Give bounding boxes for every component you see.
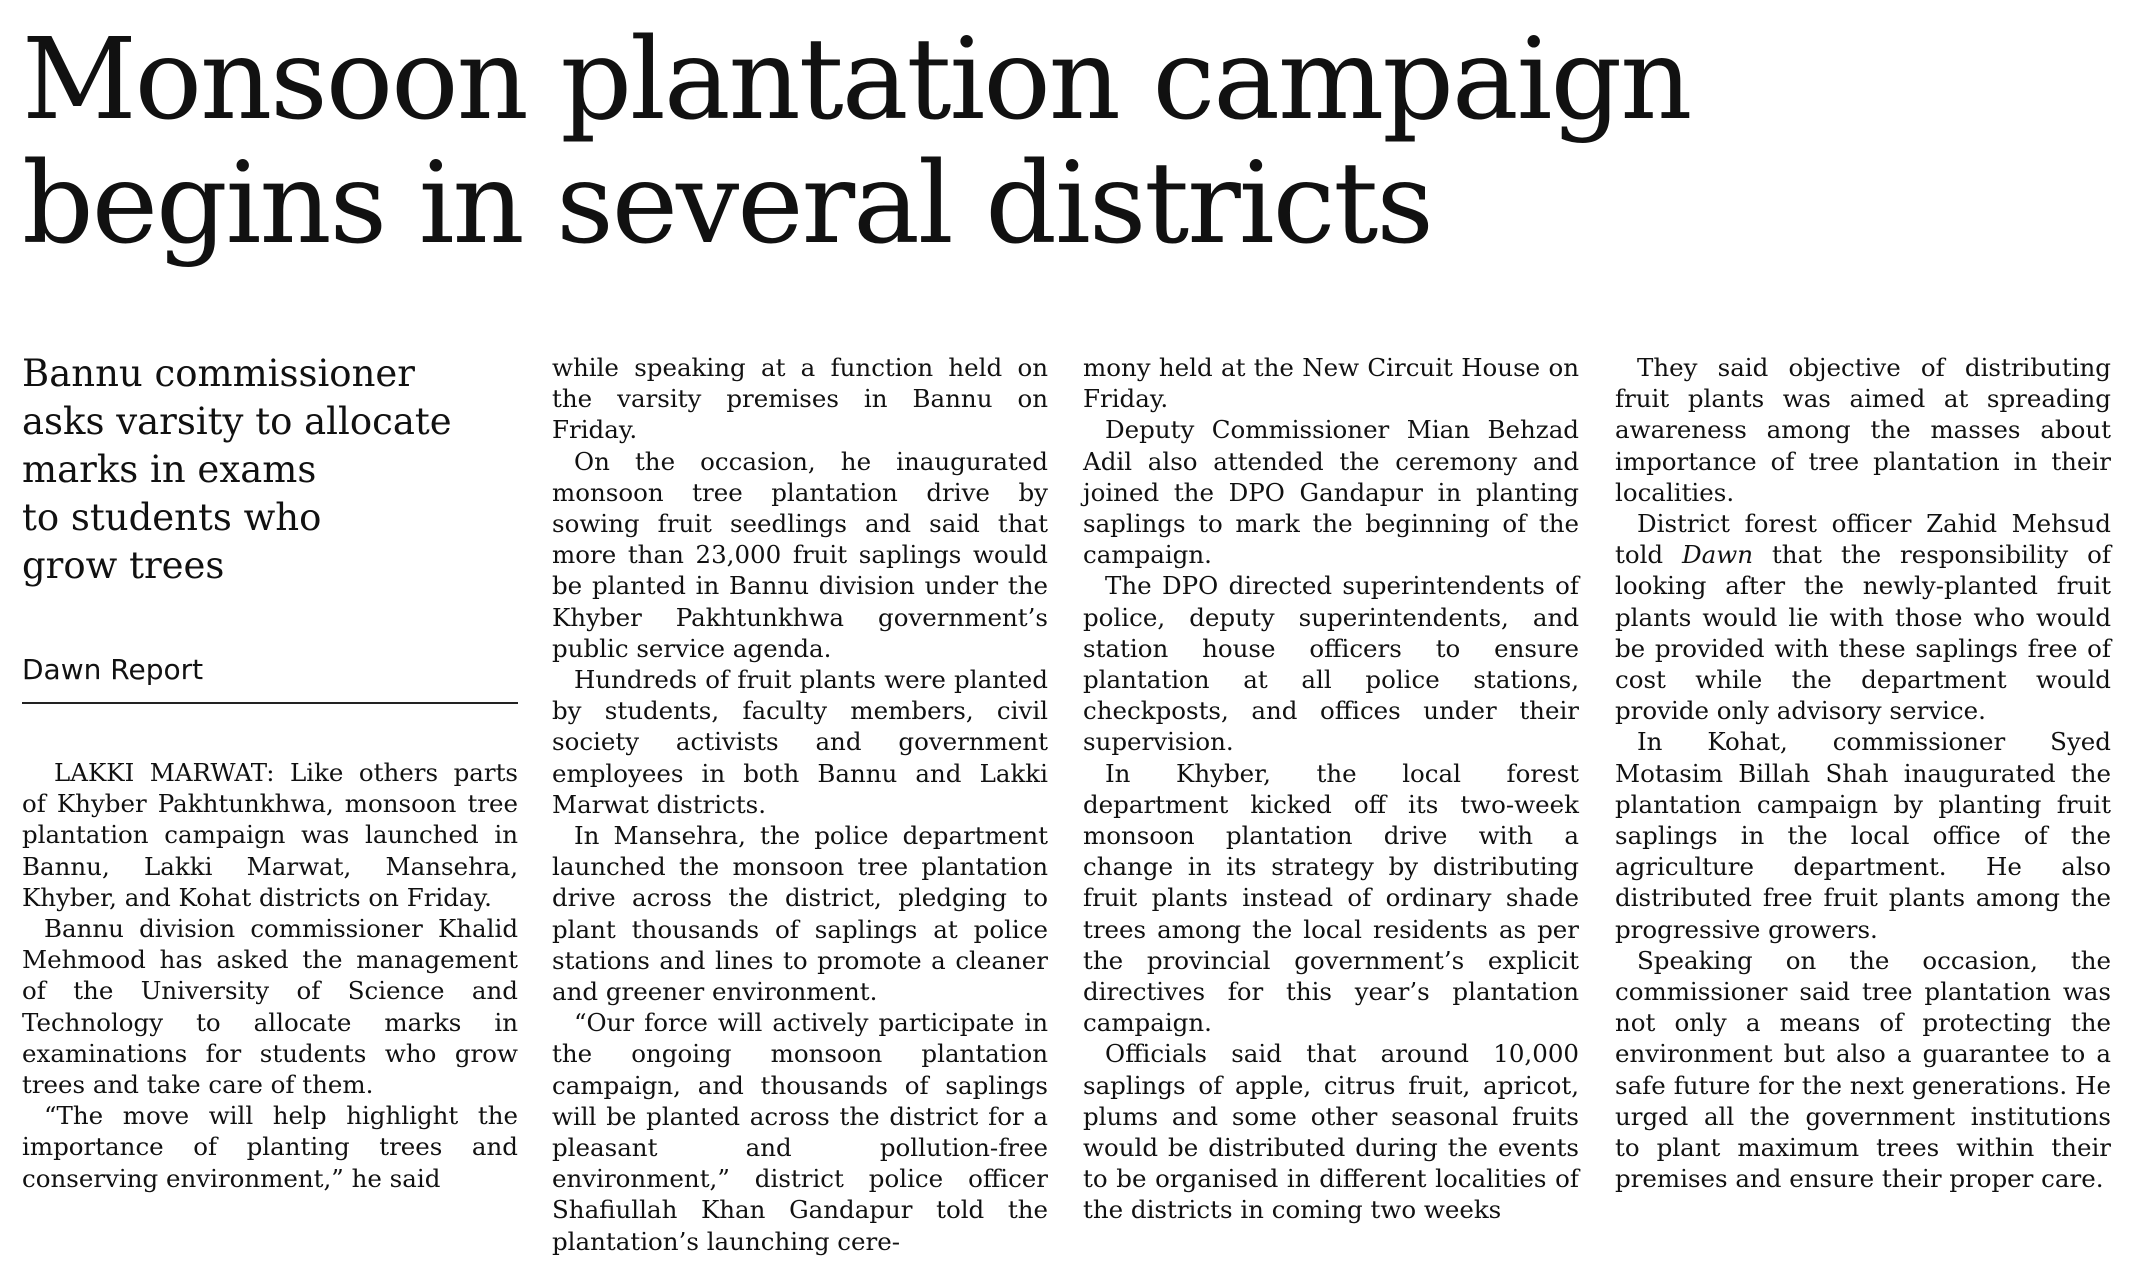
article-paragraph: In Khyber, the local forest department kicked off its two-week monsoon plantation drive with a change in its strategy by distributing fruit plants instead of ordinary shade trees among the local residents as per the provincial government’s explicit directives for this year’s plantation campaign. [1083,758,1579,1038]
paragraph-text: that the responsibility of looking after the newly-planted fruit plants would lie with those who would be provided with these saplings free of cost while the department would provide only advisory service. [1615,540,2111,726]
headline-line-1: Monsoon plantation campaign [22,15,1691,145]
headline-line-2: begins in several districts [22,139,1432,269]
subheadline-line-5: grow trees [22,544,225,587]
article-paragraph: Speaking on the occasion, the commissioner said tree plantation was not only a means of protecting the environment but also a guarantee to a safe future for the next generations. He urged all the government institutions to plant maximum trees within their premises and ensure their proper care. [1615,945,2111,1194]
headline [22,15,2102,269]
article-paragraph: “The move will help highlight the importance of planting trees and conserving environment,” he said [22,1101,518,1193]
article-paragraph: “Our force will actively participate in the ongoing monsoon plantation campaign, and thousands of saplings will be planted across the district for a pleasant and pollution-free environment,” district police officer Shafiullah Khan Gandapur told the plantation’s launching cere- [552,1008,1048,1256]
article-column-1 [22,757,518,1194]
article-paragraph: Bannu division commissioner Khalid Mehmood has asked the management of the University of Science and Technology to allocate marks in examinations for students who grow trees and take care of them. [22,914,518,1100]
subheadline-line-2: asks varsity to allocate [22,400,452,443]
article-paragraph: In Mansehra, the police department launched the monsoon tree plantation drive across the district, pledging to plant thousands of saplings at police stations and lines to promote a cleaner and greener environment. [552,821,1048,1007]
article-column-2 [552,352,1048,1257]
byline: Dawn Report [22,652,518,704]
subheadline [22,350,522,590]
publication-name: Dawn [1682,540,1754,570]
article-column-4 [1615,352,2111,1194]
subheadline-line-3: marks in exams [22,448,317,491]
subheadline-line-1: Bannu commissioner [22,352,415,395]
article-paragraph: mony held at the New Circuit House on Friday. [1083,353,1579,414]
article-paragraph: The DPO directed superintendents of police, deputy superintendents, and station house officers to ensure plantation at all police stations, checkposts, and offices under their supervision. [1083,571,1579,757]
article-paragraph: Hundreds of fruit plants were planted by students, faculty members, civil society activists and government employees in both Bannu and Lakki Marwat districts. [552,665,1048,819]
article-paragraph: LAKKI MARWAT: Like others parts of Khyber Pakhtunkhwa, monsoon tree plantation campaign was launched in Bannu, Lakki Marwat, Mansehra, Khyber, and Kohat districts on Friday. [22,758,518,912]
article-paragraph: while speaking at a function held on the varsity premises in Bannu on Friday. [552,353,1048,445]
article-paragraph: Deputy Commissioner Mian Behzad Adil also attended the ceremony and joined the DPO Gandapur in planting saplings to mark the beginning of the campaign. [1083,415,1579,570]
article-paragraph: Officials said that around 10,000 saplings of apple, citrus fruit, apricot, plums and some other seasonal fruits would be distributed during the events to be organised in different localities of the districts in coming two weeks [1083,1039,1579,1225]
article-paragraph: In Kohat, commissioner Syed Motasim Billah Shah inaugurated the plantation campaign by planting fruit saplings in the local office of the agriculture department. He also distributed free fruit plants among the progressive growers. [1615,727,2111,944]
article-paragraph: They said objective of distributing fruit plants was aimed at spreading awareness among the masses about importance of tree plantation in their localities. [1615,353,2111,507]
article-column-3 [1083,352,1579,1226]
article-paragraph [1615,508,2111,726]
subheadline-line-4: to students who [22,496,322,539]
paragraph-text: District forest officer Zahid Mehsud told [1615,509,2111,570]
article-paragraph: On the occasion, he inaugurated monsoon tree plantation drive by sowing fruit seedlings and said that more than 23,000 fruit saplings would be planted in Bannu division under the Khyber Pakhtunkhwa government’s public service agenda. [552,446,1048,663]
